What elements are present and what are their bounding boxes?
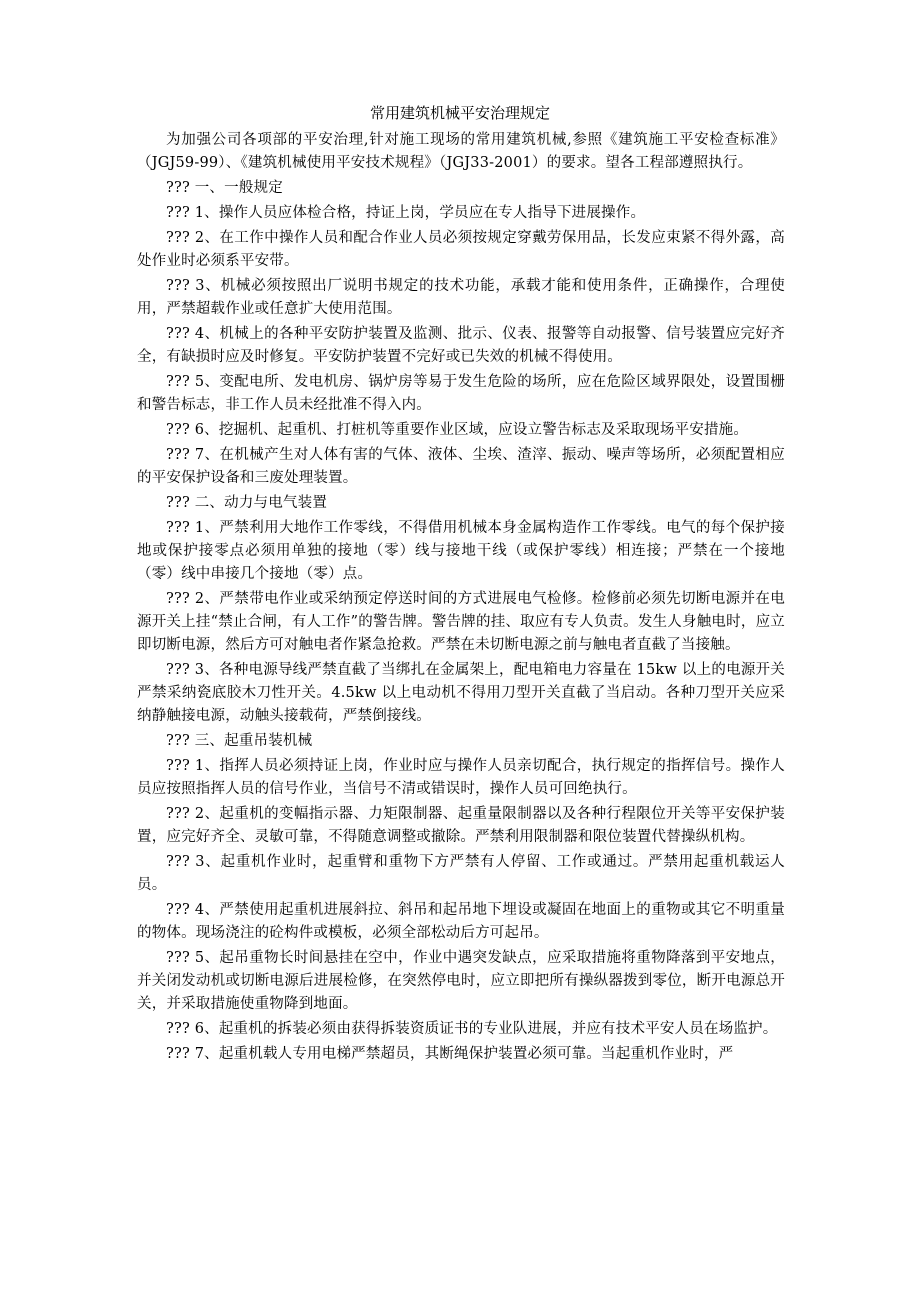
paragraph: ??? 3、机械必须按照出厂说明书规定的技术功能，承载才能和使用条件，正确操作，合理使用，严禁超载作业或任意扩大使用范围。	[137, 278, 785, 317]
paragraph: ??? 2、在工作中操作人员和配合作业人员必须按规定穿戴劳保用品，长发应束紧不得外露，高处作业时必须系平安带。	[137, 230, 785, 269]
paragraph: ??? 1、操作人员应体检合格，持证上岗，学员应在专人指导下进展操作。	[166, 205, 646, 221]
paragraph: ??? 5、起吊重物长时间悬挂在空中，作业中遇突发缺点，应采取措施将重物降落到平安地点，并关闭发动机或切断电源后进展检修，在突然停电时，应立即把所有操纵器拨到零位，断开电源总开关，并采取措施使重物降到地面。	[137, 950, 785, 1012]
document-title: 常用建筑机械平安治理规定	[369, 104, 550, 122]
paragraph: ??? 3、起重机作业时，起重臂和重物下方严禁有人停留、工作或通过。严禁用起重机载运人员。	[137, 854, 785, 893]
paragraph: ??? 5、变配电所、发电机房、锅炉房等易于发生危险的场所，应在危险区域界限处，设置围栅和警告标志，非工作人员未经批准不得入内。	[137, 374, 785, 413]
paragraph: ??? 4、机械上的各种平安防护装置及监测、批示、仪表、报警等自动报警、信号装置应完好齐全，有缺损时应及时修复。平安防护装置不完好或已失效的机械不得使用。	[137, 326, 785, 365]
intro-paragraph: 为加强公司各项部的平安治理,针对施工现场的常用建筑机械,参照《建筑施工平安检查标准》（JGJ59-99）、《建筑机械使用平安技术规程》（JGJ33-2001）的要求。望各工程部遵照执行。	[137, 132, 785, 171]
paragraph: ??? 3、各种电源导线严禁直截了当绑扎在金属架上，配电箱电力容量在 15kw 以上的电源开关严禁采纳瓷底胶木刀性开关。4.5kw 以上电动机不得用刀型开关直截了当启动。各种刀型开关应采纳静触接电源，动触头接载荷，严禁倒接线。	[137, 662, 785, 724]
paragraph: ??? 1、指挥人员必须持证上岗，作业时应与操作人员亲切配合，执行规定的指挥信号。操作人员应按照指挥人员的信号作业，当信号不清或错误时，操作人员可回绝执行。	[137, 758, 785, 797]
section-heading-lifting: ??? 三、起重吊装机械	[166, 733, 313, 749]
section-heading-power: ??? 二、动力与电气装置	[166, 495, 328, 511]
paragraph: ??? 7、在机械产生对人体有害的气体、液体、尘埃、渣滓、振动、噪声等场所，必须配置相应的平安保护设备和三废处理装置。	[137, 447, 785, 486]
section-heading-general: ??? 一、一般规定	[166, 180, 283, 196]
document-body	[137, 129, 785, 1068]
paragraph: ??? 1、严禁利用大地作工作零线，不得借用机械本身金属构造作工作零线。电气的每个保护接地或保护接零点必须用单独的接地（零）线与接地干线（或保护零线）相连接；严禁在一个接地（零）线中串接几个接地（零）点。	[137, 520, 785, 582]
paragraph: ??? 4、严禁使用起重机进展斜拉、斜吊和起吊地下埋设或凝固在地面上的重物或其它不明重量的物体。现场浇注的砼构件或模板，必须全部松动后方可起吊。	[137, 902, 785, 941]
paragraph: ??? 2、起重机的变幅指示器、力矩限制器、起重量限制器以及各种行程限位开关等平安保护装置，应完好齐全、灵敏可靠，不得随意调整或撤除。严禁利用限制器和限位装置代替操纵机构。	[137, 806, 785, 845]
paragraph: ??? 6、起重机的拆装必须由获得拆装资质证书的专业队进展，并应有技术平安人员在场监护。	[166, 1021, 778, 1037]
paragraph: ??? 6、挖掘机、起重机、打桩机等重要作业区域，应设立警告标志及采取现场平安措施。	[166, 422, 749, 438]
paragraph: ??? 7、起重机载人专用电梯严禁超员，其断绳保护装置必须可靠。当起重机作业时，严	[166, 1046, 734, 1062]
paragraph: ??? 2、严禁带电作业或采纳预定停送时间的方式进展电气检修。检修前必须先切断电源并在电源开关上挂“禁止合闸，有人工作”的警告牌。警告牌的挂、取应有专人负责。发生人身触电时，应立即切断电源，然后方可对触电者作紧急抢救。严禁在未切断电源之前与触电者直截了当接触。	[137, 591, 785, 653]
